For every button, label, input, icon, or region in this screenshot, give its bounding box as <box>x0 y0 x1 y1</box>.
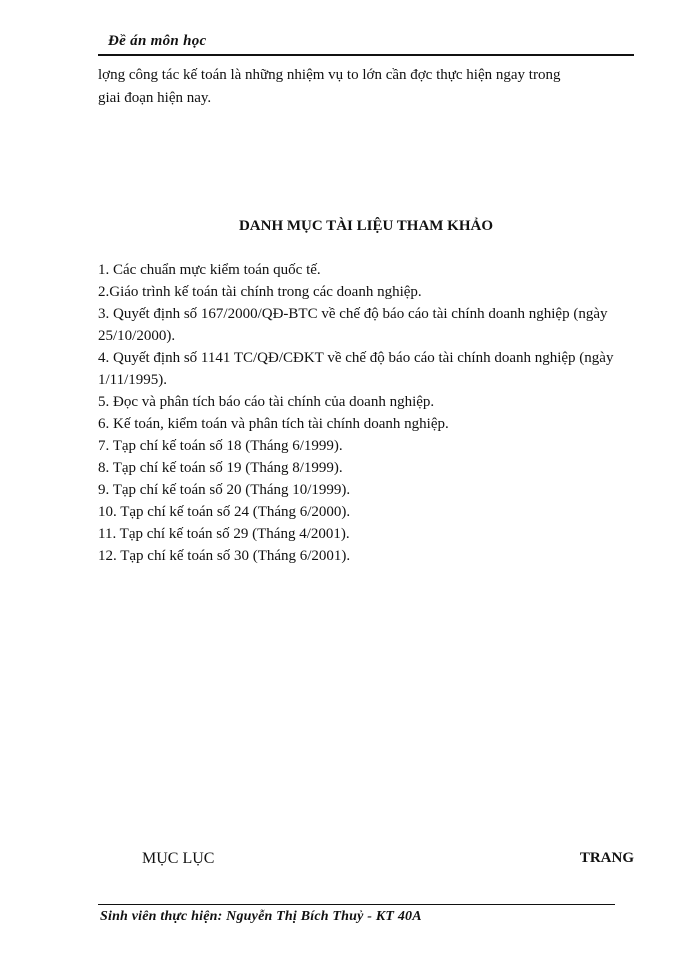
reference-item: 10. Tạp chí kế toán số 24 (Tháng 6/2000). <box>98 504 351 520</box>
intro-line: lợng công tác kế toán là những nhiệm vụ to lớn cần đợc thực hiện ngay trong <box>98 67 561 83</box>
reference-item: 6. Kế toán, kiểm toán và phân tích tài chính doanh nghiệp. <box>98 416 449 432</box>
reference-item: 12. Tạp chí kế toán số 30 (Tháng 6/2001). <box>98 548 351 564</box>
reference-item: 2.Giáo trình kế toán tài chính trong các doanh nghiệp. <box>98 284 422 300</box>
references-list <box>98 259 636 567</box>
intro-paragraph <box>98 64 634 110</box>
header-divider <box>98 54 634 56</box>
reference-item: 3. Quyết định số 167/2000/QĐ-BTC về chế độ báo cáo tài chính doanh nghiệp (ngày 25/10/2000). <box>98 306 608 344</box>
reference-item: 4. Quyết định số 1141 TC/QĐ/CĐKT về chế độ báo cáo tài chính doanh nghiệp (ngày 1/11/1995). <box>98 350 614 388</box>
reference-item: 1. Các chuẩn mực kiểm toán quốc tế. <box>98 262 321 278</box>
references-title: DANH MỤC TÀI LIỆU THAM KHẢO <box>238 218 494 234</box>
footer-divider <box>98 904 615 905</box>
intro-line: giai đoạn hiện nay. <box>98 90 212 106</box>
toc-page-label: TRANG <box>579 850 634 866</box>
reference-item: 5. Đọc và phân tích báo cáo tài chính của doanh nghiệp. <box>98 394 435 410</box>
reference-item: 11. Tạp chí kế toán số 29 (Tháng 4/2001). <box>98 526 350 542</box>
reference-item: 9. Tạp chí kế toán số 20 (Tháng 10/1999). <box>98 482 351 498</box>
reference-item: 8. Tạp chí kế toán số 19 (Tháng 8/1999). <box>98 460 343 476</box>
header-title: Đề án môn học <box>108 33 207 49</box>
reference-item: 7. Tạp chí kế toán số 18 (Tháng 6/1999). <box>98 438 343 454</box>
footer-author: Sinh viên thực hiện: Nguyễn Thị Bích Thuỷ - KT 40A <box>100 909 422 924</box>
toc-label: MỤC LỤC <box>142 850 215 867</box>
